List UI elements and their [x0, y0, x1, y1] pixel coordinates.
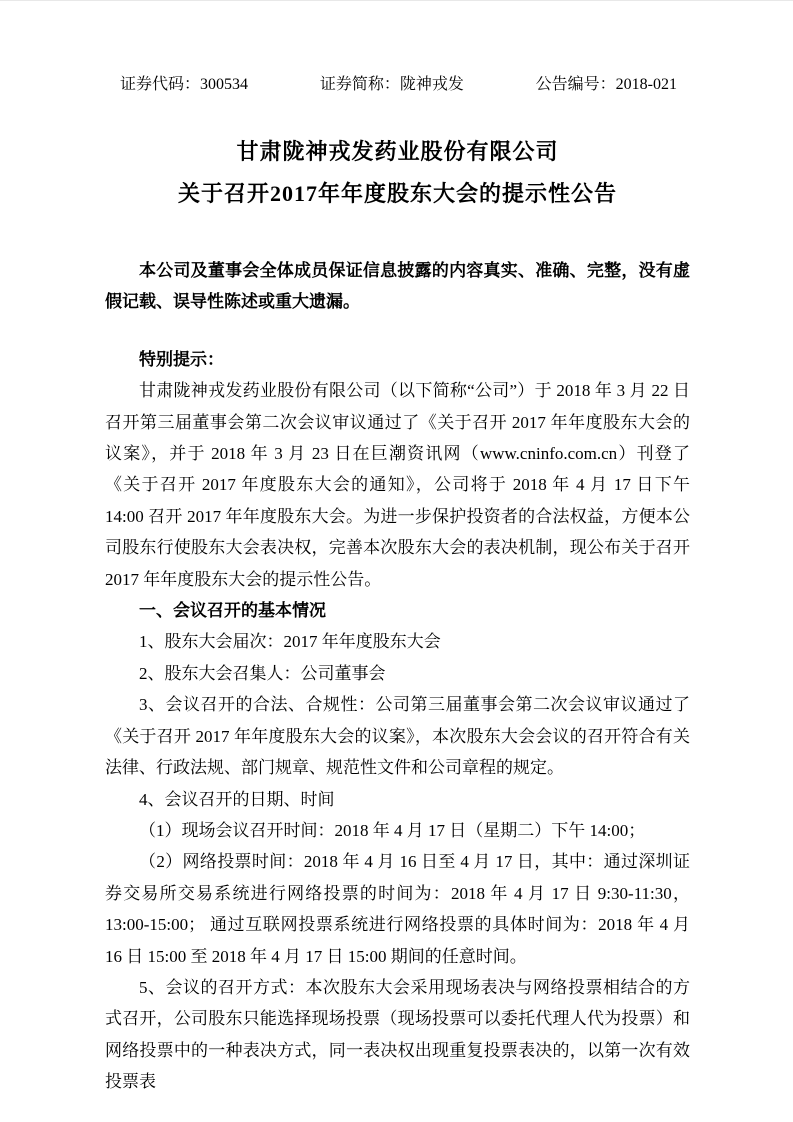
section1-item-5: 5、会议的召开方式：本次股东大会采用现场表决与网络投票相结合的方式召开，公司股东只能选择现场投票（现场投票可以委托代理人代为投票）和网络投票中的一种表决方式，同一表决权出现重复投票表决的，以第一次有效投票表 [105, 977, 690, 1092]
section1-item-3: 3、会议召开的合法、合规性：公司第三届董事会第二次会议审议通过了《关于召开 2017 年年度股东大会的议案》，本次股东大会会议的召开符合有关法律、行政法规、部门规章、规范性文件和公司章程的规定。 [105, 695, 690, 778]
section1-item-4-2: （2）网络投票时间：2018 年 4 月 16 日至 4 月 17 日，其中：通过深圳证券交易所交易系统进行网络投票的时间为：2018 年 4 月 17 日 9:30-11:30，13:00-15:00； 通过互联网投票系统进行网络投票的具体时间为：2018 年 4 月 16 日 15:00 至 2018 年 4 月 17 日 15:00 期间的任意时间。 [105, 852, 690, 966]
stock-short-name: 证券简称：陇神戎发 [319, 76, 464, 93]
document-header [105, 74, 690, 96]
section1-item-4-1: （1）现场会议召开时间：2018 年 4 月 17 日（星期二）下午 14:00； [139, 820, 646, 840]
company-title: 甘肃陇神戎发药业股份有限公司 [236, 139, 559, 164]
special-notice-heading: 特别提示： [139, 349, 224, 369]
stock-code: 证券代码：300534 [120, 76, 249, 93]
section1-item-1: 1、股东大会届次：2017 年年度股东大会 [139, 632, 441, 652]
special-notice-paragraph: 甘肃陇神戎发药业股份有限公司（以下简称“公司”）于 2018 年 3 月 22 日召开第三届董事会第二次会议审议通过了《关于召开 2017 年年度股东大会的议案》，并于 2018 年 3 月 23 日在巨潮资讯网（www.cninfo.com.cn）刊登了《关于召开 2017 年度股东大会的通知》，公司将于 2018 年 4 月 17 日下午 14:00 召开 2017 年年度股东大会。为进一步保护投资者的合法权益，方便本公司股东行使股东大会表决权，完善本次股东大会的表决机制，现公布关于召开 2017 年年度股东大会的提示性公告。 [105, 381, 690, 589]
disclaimer-paragraph: 本公司及董事会全体成员保证信息披露的内容真实、准确、完整，没有虚假记载、误导性陈述或重大遗漏。 [105, 261, 690, 312]
announcement-number: 公告编号：2018-021 [535, 76, 677, 93]
section1-item-2: 2、股东大会召集人：公司董事会 [139, 663, 386, 683]
announcement-title: 关于召开2017年年度股东大会的提示性公告 [177, 181, 617, 206]
section1-item-4: 4、会议召开的日期、时间 [139, 789, 335, 809]
section1-heading: 一、会议召开的基本情况 [139, 601, 326, 621]
